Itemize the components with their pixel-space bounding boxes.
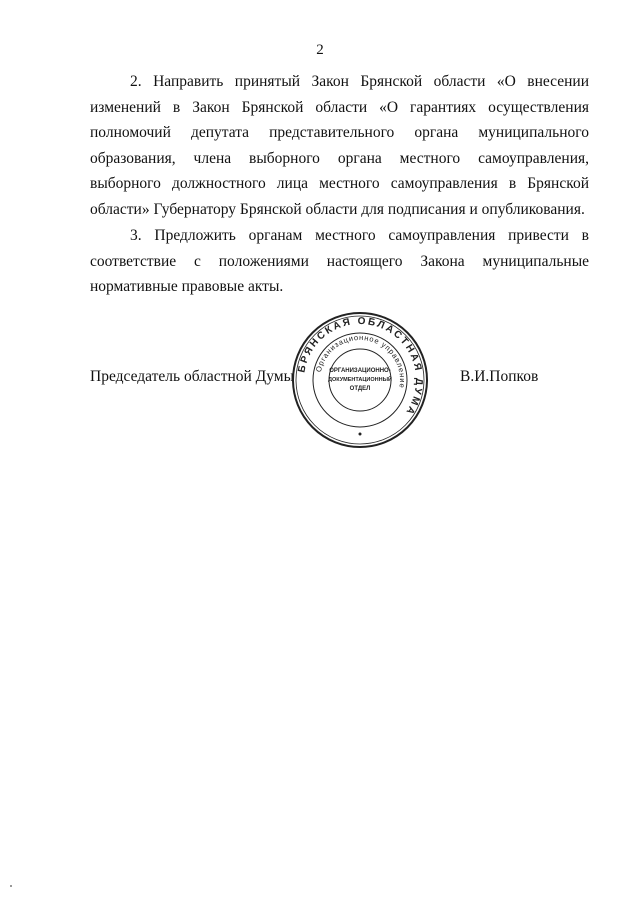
paragraph-3	[90, 223, 589, 300]
seal-center-line-3: ОТДЕЛ	[349, 386, 371, 392]
seal-inner-text: Организационное управление	[313, 332, 408, 390]
scan-margin-mark	[10, 885, 12, 887]
page-number: 2	[316, 42, 324, 58]
seal-center-line-2: ДОКУМЕНТАЦИОННЫЙ	[328, 377, 392, 383]
seal-dot	[359, 433, 362, 436]
official-seal	[290, 310, 430, 450]
seal-outer-text: БРЯНСКАЯ ОБЛАСТНАЯ ДУМА	[296, 315, 425, 418]
paragraph-2	[90, 69, 589, 223]
signatory-name: В.И.Попков	[460, 368, 539, 385]
signatory-position: Председатель областной Думы	[90, 368, 295, 385]
seal-center-line-1: ОРГАНИЗАЦИОННО-	[329, 368, 391, 374]
paragraph-text: 2. Направить принятый Закон Брянской области «О внесении изменений в Закон Брянской области «О гарантиях осуществления полномочий депутата представительного органа муниципального образования, члена выборного органа местного самоуправления, выборного должностного лица местного самоуправления в Брянской области» Губернатору Брянской области для подписания и опубликования.	[90, 73, 589, 218]
paragraph-text: 3. Предложить органам местного самоуправления привести в соответствие с положениями настоящего Закона муниципальные нормативные правовые акты.	[90, 227, 589, 296]
